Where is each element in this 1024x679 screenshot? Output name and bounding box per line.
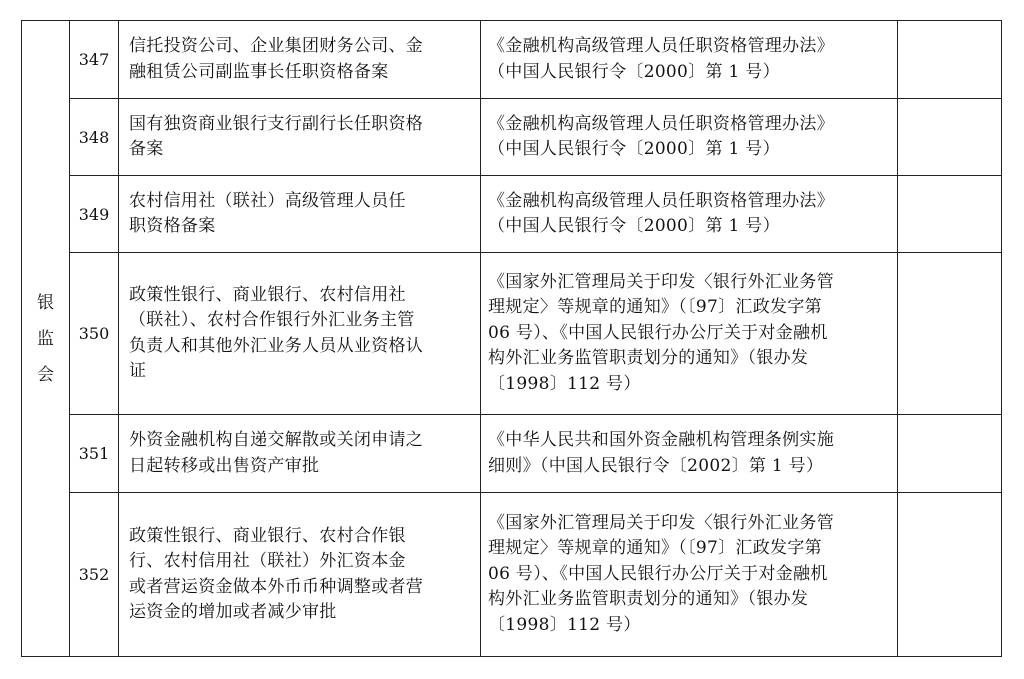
item-line: 负责人和其他外汇业务人员从业资格认: [129, 335, 424, 356]
item-line: 政策性银行、商业银行、农村合作银: [129, 525, 406, 546]
item-line: 国有独资商业银行支行副行长任职资格: [129, 113, 424, 134]
item-line: 信托投资公司、企业集团财务公司、金: [129, 36, 424, 56]
basis-line: 06 号）、《中国人民银行办公厅关于对金融机: [488, 563, 828, 584]
basis-line: 〔1998〕112 号）: [488, 614, 641, 635]
item-cell: [119, 21, 481, 99]
row-number: 350: [70, 253, 119, 415]
basis-line: 《金融机构高级管理人员任职资格管理办法》: [488, 36, 834, 56]
agency-char: 会: [37, 364, 54, 385]
agency-cell: [22, 21, 70, 657]
table-row: [22, 99, 1002, 176]
row-number: 352: [70, 493, 119, 657]
row-number: 347: [70, 21, 119, 99]
table-row: [22, 176, 1002, 253]
agency-char: 监: [37, 328, 54, 349]
item-line: 运资金的增加或者减少审批: [129, 602, 337, 622]
note-cell: [898, 99, 1002, 176]
basis-line: 构外汇业务监管职责划分的通知》（银办发: [488, 348, 809, 369]
row-number: 351: [70, 415, 119, 493]
basis-line: （中国人民银行令〔2000〕第 1 号）: [488, 216, 780, 236]
table-row: [22, 21, 1002, 99]
table-row: [22, 253, 1002, 415]
item-line: （联社）、农村合作银行外汇业务主管: [129, 310, 415, 330]
basis-line: 《国家外汇管理局关于印发〈银行外汇业务管: [488, 512, 834, 533]
row-number: 349: [70, 176, 119, 253]
basis-line: 构外汇业务监管职责划分的通知》（银办发: [488, 589, 809, 610]
basis-line: 《国家外汇管理局关于印发〈银行外汇业务管: [488, 271, 834, 292]
item-line: 融租赁公司副监事长任职资格备案: [129, 61, 389, 82]
table-row: [22, 493, 1002, 657]
basis-line: 06 号）、《中国人民银行办公厅关于对金融机: [488, 322, 828, 343]
basis-line: （中国人民银行令〔2000〕第 1 号）: [488, 61, 780, 82]
table-body: [22, 21, 1002, 657]
note-cell: [898, 253, 1002, 415]
basis-line: 《金融机构高级管理人员任职资格管理办法》: [488, 190, 834, 211]
note-cell: [898, 415, 1002, 493]
basis-cell: [481, 21, 898, 99]
basis-line: 《中华人民共和国外资金融机构管理条例实施: [488, 430, 834, 450]
table-row: [22, 415, 1002, 493]
item-cell: [119, 415, 481, 493]
basis-line: 〔1998〕112 号）: [488, 373, 641, 394]
row-number: 348: [70, 99, 119, 176]
regulation-table: [21, 20, 1002, 657]
item-line: 或者营运资金做本外币币种调整或者营: [129, 576, 424, 597]
basis-cell: [481, 493, 898, 657]
note-cell: [898, 176, 1002, 253]
basis-line: 理规定〉等规章的通知》（〔97〕汇政发字第: [488, 297, 822, 318]
basis-line: 细则》（中国人民银行令〔2002〕第 1 号）: [488, 455, 824, 476]
basis-line: 《金融机构高级管理人员任职资格管理办法》: [488, 113, 834, 134]
note-cell: [898, 21, 1002, 99]
item-line: 备案: [129, 139, 164, 159]
item-line: 外资金融机构自递交解散或关闭申请之: [129, 430, 424, 450]
item-cell: [119, 176, 481, 253]
basis-cell: [481, 415, 898, 493]
agency-char: 银: [37, 292, 54, 313]
basis-line: 理规定〉等规章的通知》（〔97〕汇政发字第: [488, 538, 822, 559]
basis-cell: [481, 253, 898, 415]
basis-line: （中国人民银行令〔2000〕第 1 号）: [488, 139, 780, 159]
basis-cell: [481, 176, 898, 253]
note-cell: [898, 493, 1002, 657]
item-line: 日起转移或出售资产审批: [129, 455, 320, 476]
item-cell: [119, 493, 481, 657]
item-line: 证: [129, 361, 147, 381]
item-line: 农村信用社（联社）高级管理人员任: [129, 190, 406, 211]
item-line: 政策性银行、商业银行、农村信用社: [129, 284, 406, 305]
item-cell: [119, 253, 481, 415]
basis-cell: [481, 99, 898, 176]
item-cell: [119, 99, 481, 176]
item-line: 职资格备案: [129, 216, 216, 236]
item-line: 行、农村信用社（联社）外汇资本金: [129, 551, 406, 571]
